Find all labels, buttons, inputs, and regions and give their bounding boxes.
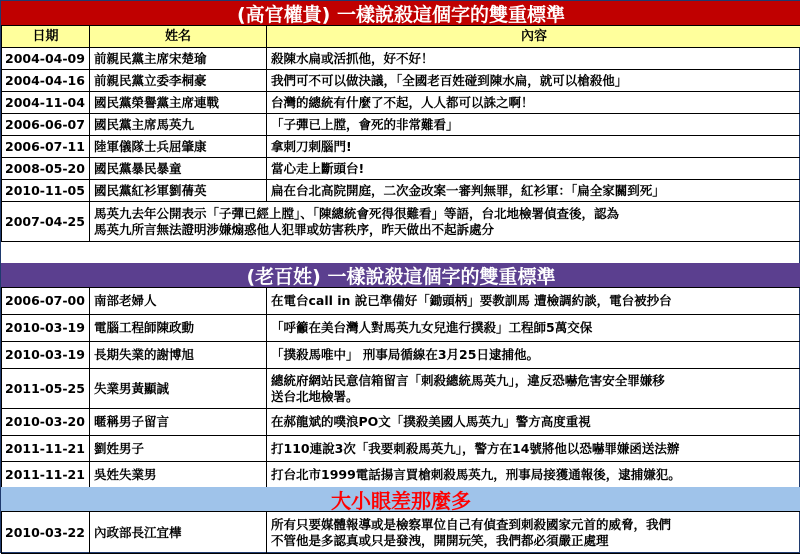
table-row	[2, 48, 800, 70]
row-content: 打台北市1999電話揚言買槍刺殺馬英九，刑事局接獲通報後，逮捕嫌犯。	[267, 462, 800, 488]
row-name: 前親民黨主席宋楚瑜	[90, 48, 267, 70]
row-date: 2006-06-07	[2, 114, 90, 136]
header-date: 日期	[2, 26, 90, 48]
header-content: 內容	[267, 26, 800, 48]
row-name: 失業男黃顯誠	[90, 369, 267, 409]
row-merged-content	[90, 202, 800, 242]
row-date: 2011-11-21	[2, 462, 90, 488]
section1-table	[1, 25, 800, 242]
section3-title: 大小眼差那麼多	[1, 487, 800, 511]
table-row	[2, 92, 800, 114]
table-row	[2, 369, 800, 409]
row-name: 暱稱男子留言	[90, 409, 267, 436]
row-date: 2008-05-20	[2, 158, 90, 180]
row-name: 前親民黨立委李桐豪	[90, 70, 267, 92]
row-name: 吳姓失業男	[90, 462, 267, 488]
row-content: 扁在台北高院開庭，二次金改案一審判無罪，紅衫軍：「扁全家關到死」	[267, 180, 800, 202]
row-content: 「呼籲在美台灣人對馬英九女兒進行撲殺」工程師5萬交保	[267, 315, 800, 342]
row-content: 「子彈已上膛，會死的非常難看」	[267, 114, 800, 136]
row-content: 「撲殺馬唯中」 刑事局循線在3月25日逮捕他。	[267, 342, 800, 369]
table-row	[2, 436, 800, 462]
table-row	[2, 180, 800, 202]
row-content: 當心走上斷頭台!	[267, 158, 800, 180]
row-date: 2011-05-25	[2, 369, 90, 409]
content-line-2: 不管他是多認真或只是發洩，開開玩笑，我們都必須嚴正處理	[271, 533, 797, 549]
header-name: 姓名	[90, 26, 267, 48]
table-row	[2, 114, 800, 136]
row-date: 2010-03-19	[2, 342, 90, 369]
merged-line-2: 馬英九所言無法證明涉嫌煽惑他人犯罪或妨害秩序，昨天做出不起訴處分	[94, 222, 797, 238]
row-date: 2010-03-20	[2, 409, 90, 436]
table-row	[2, 512, 800, 554]
row-content: 台灣的總統有什麼了不起，人人都可以誅之啊！	[267, 92, 800, 114]
row-name: 國民黨暴民暴童	[90, 158, 267, 180]
row-content: 拿刺刀刺腦門!	[267, 136, 800, 158]
content-line-1: 總統府網站民意信箱留言「刺殺總統馬英九」，違反恐嚇危害安全罪嫌移	[271, 373, 797, 389]
row-name: 國民黨主席馬英九	[90, 114, 267, 136]
row-name: 國民黨榮譽黨主席連戰	[90, 92, 267, 114]
row-content: 在電台call in 說已準備好「鋤頭柄」要教訓馬 遭檢調約談，電台被抄台	[267, 288, 800, 315]
table-row-merged	[2, 202, 800, 242]
row-content	[267, 512, 800, 554]
table-row	[2, 288, 800, 315]
table-row	[2, 70, 800, 92]
row-name: 劉姓男子	[90, 436, 267, 462]
row-name: 國民黨紅衫軍劉蒨英	[90, 180, 267, 202]
row-date: 2004-04-16	[2, 70, 90, 92]
table-row	[2, 315, 800, 342]
row-date: 2007-04-25	[2, 202, 90, 242]
row-date: 2004-04-09	[2, 48, 90, 70]
row-content: 殺陳水扁或活抓他，好不好！	[267, 48, 800, 70]
row-date: 2011-11-21	[2, 436, 90, 462]
row-content: 打110連說3次「我要刺殺馬英九」，警方在14號將他以恐嚇罪嫌函送法辦	[267, 436, 800, 462]
merged-line-1: 馬英九去年公開表示「子彈已經上膛」、「陳總統會死得很難看」等語，台北地檢署偵查後，認為	[94, 206, 797, 222]
table-row	[2, 409, 800, 436]
content-line-2: 送台北地檢署。	[271, 389, 797, 405]
row-name: 內政部長江宜樺	[90, 512, 267, 554]
table-row	[2, 342, 800, 369]
row-name: 南部老婦人	[90, 288, 267, 315]
section2-table	[1, 287, 800, 488]
section1-title: (高官權貴) 一樣說殺這個字的雙重標準	[1, 1, 800, 25]
row-name: 電腦工程師陳政動	[90, 315, 267, 342]
row-content: 我們可不可以做決議，「全國老百姓碰到陳水扁，就可以槍殺他」	[267, 70, 800, 92]
row-name: 長期失業的謝博旭	[90, 342, 267, 369]
row-date: 2004-11-04	[2, 92, 90, 114]
row-date: 2006-07-11	[2, 136, 90, 158]
table-row	[2, 136, 800, 158]
content-line-1: 所有只要媒體報導或是檢察單位自己有偵查到刺殺國家元首的威脅，我們	[271, 517, 797, 533]
section2-title: (老百姓) 一樣說殺這個字的雙重標準	[1, 263, 800, 287]
row-date: 2010-03-22	[2, 512, 90, 554]
row-content	[267, 369, 800, 409]
row-name: 陸軍儀隊士兵屈肇康	[90, 136, 267, 158]
section3-table	[1, 511, 800, 554]
table-row	[2, 158, 800, 180]
row-date: 2006-07-00	[2, 288, 90, 315]
row-date: 2010-03-19	[2, 315, 90, 342]
header-row	[2, 26, 800, 48]
row-date: 2010-11-05	[2, 180, 90, 202]
row-content: 在郝龍斌的噗浪PO文「撲殺美國人馬英九」警方高度重視	[267, 409, 800, 436]
